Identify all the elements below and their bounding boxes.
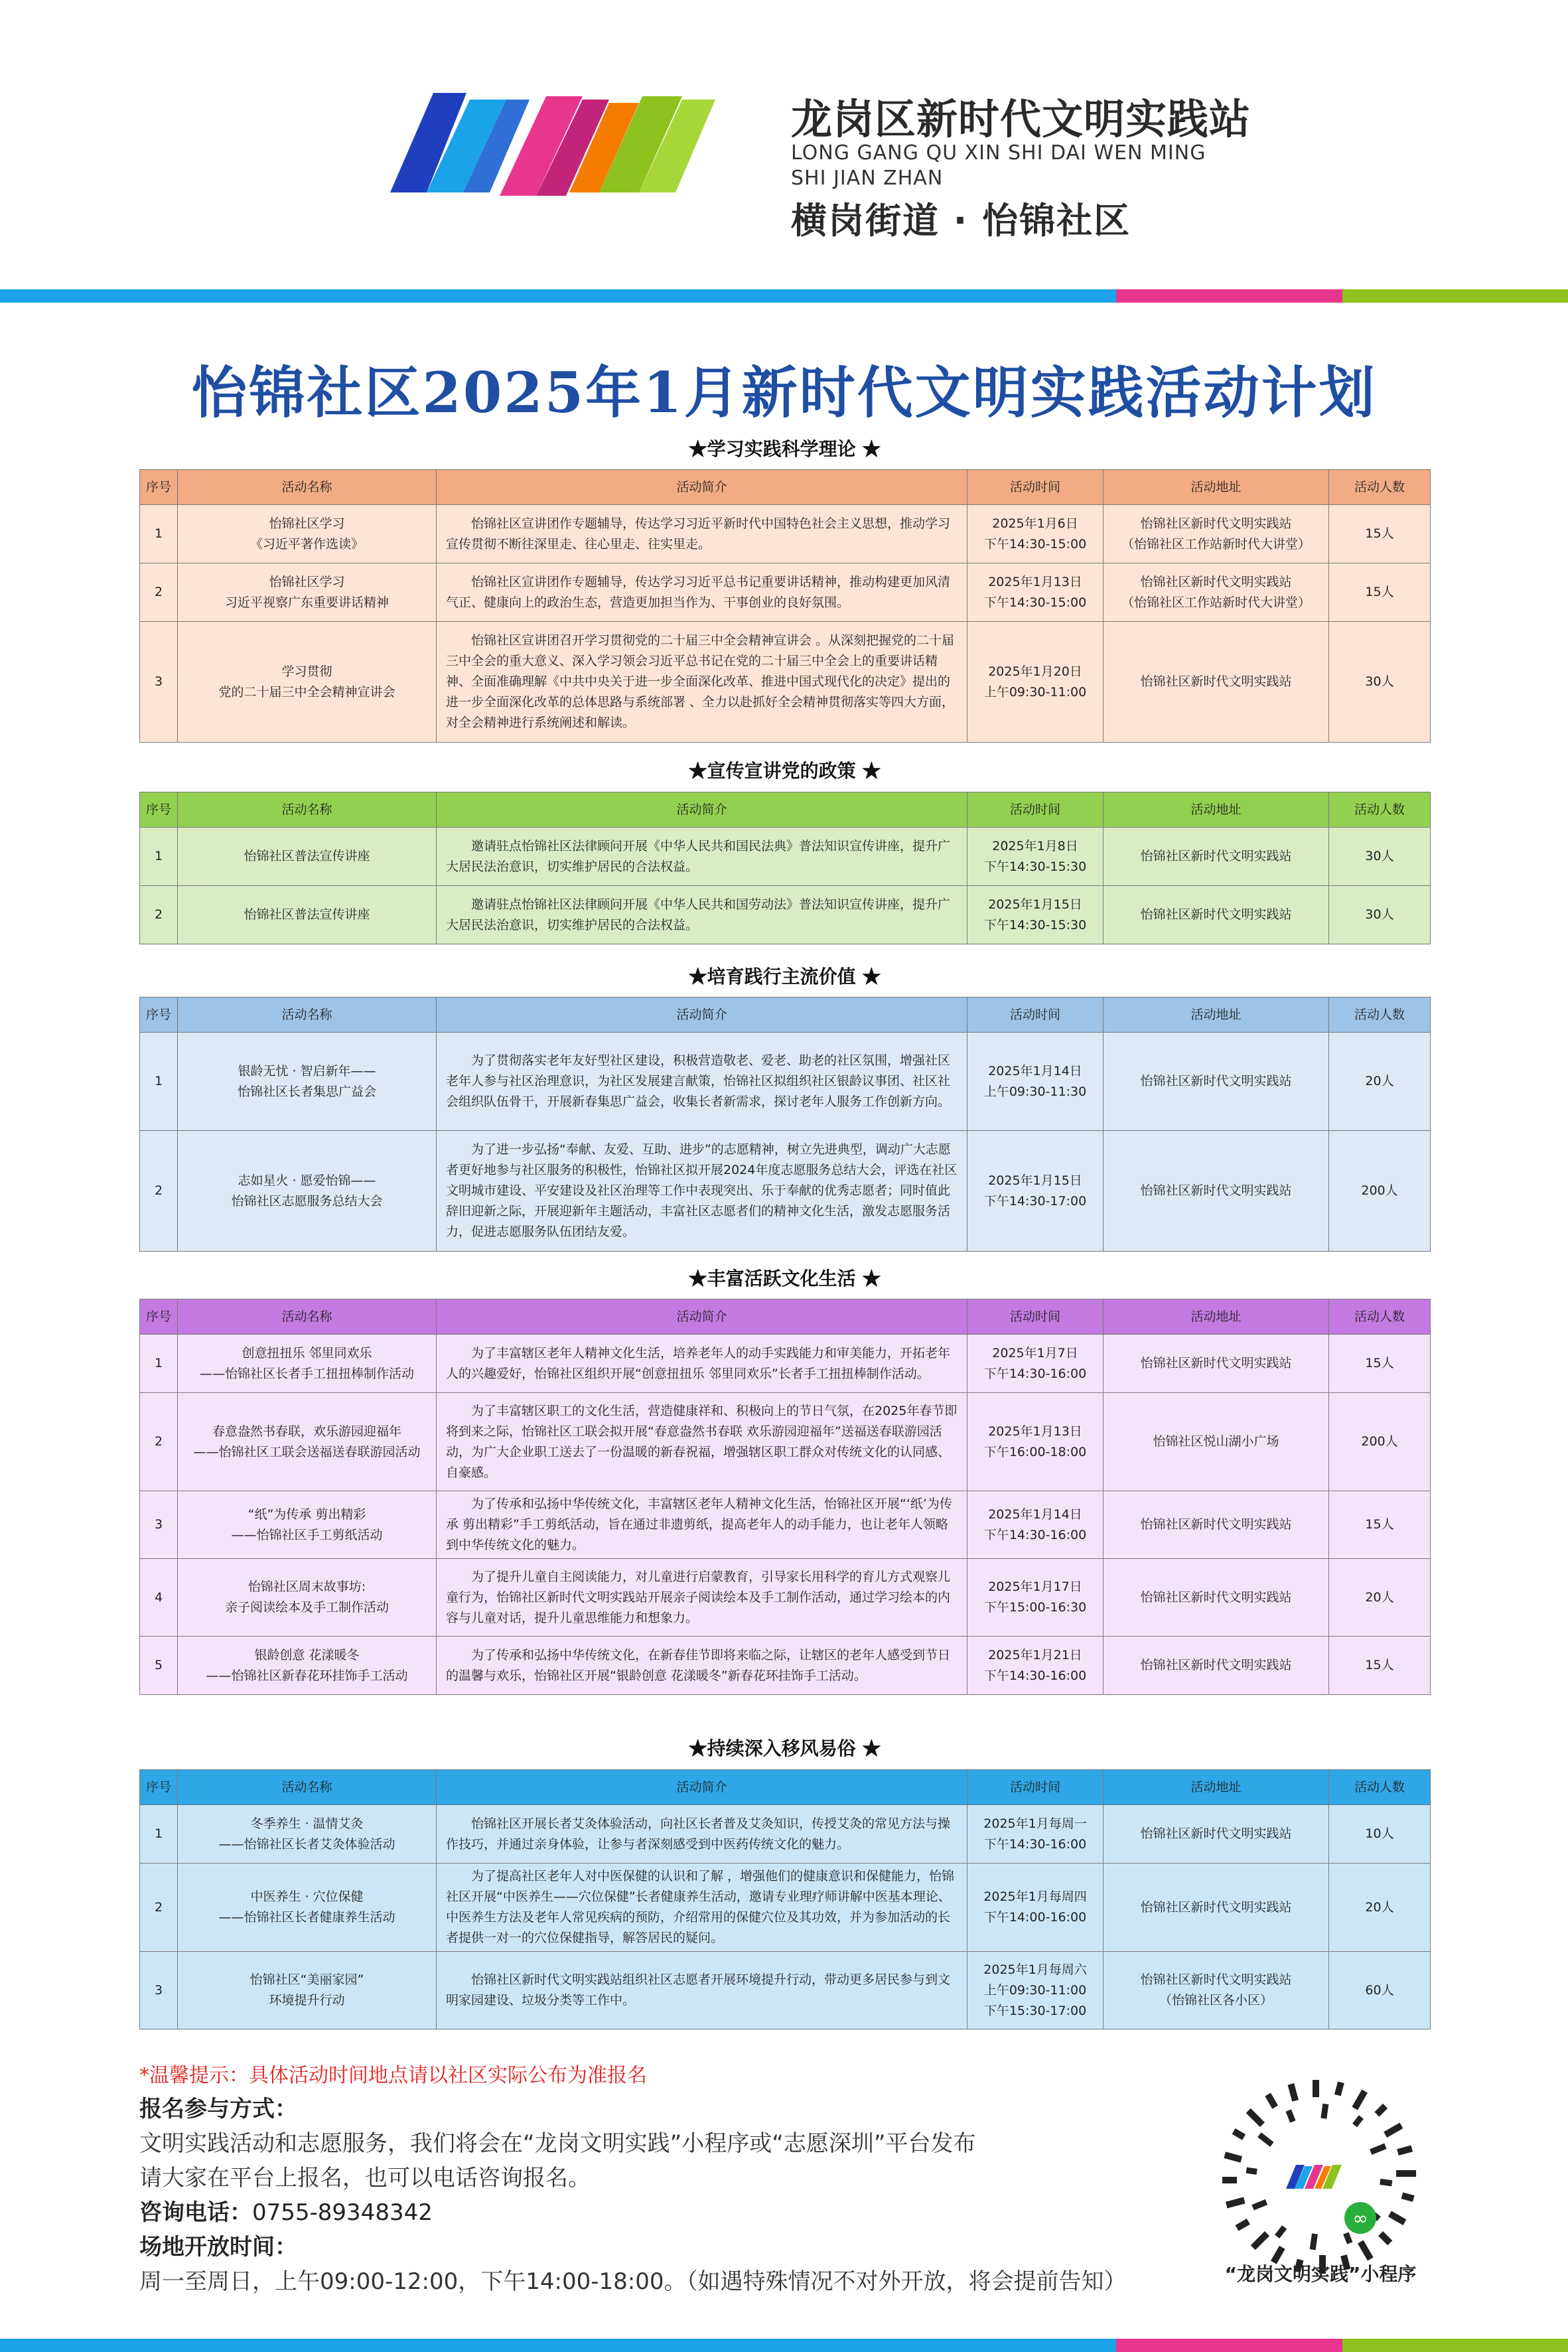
activity-place <box>1104 1559 1329 1637</box>
table-row <box>140 1131 1431 1252</box>
hours-line: 周一至周日，上午09:00-12:00，下午14:00-18:00。（如遇特殊情况不对外开放，将会提前告知） <box>139 2268 1127 2295</box>
activity-place <box>1104 1335 1329 1393</box>
place-line: （怡锦社区工作站新时代大讲堂） <box>1121 536 1311 551</box>
place-line: 怡锦社区悦山湖小广场 <box>1153 1434 1279 1449</box>
column-header: 活动名称 <box>178 1770 437 1805</box>
time-line: 下午14:30-16:00 <box>983 1836 1087 1852</box>
table-row <box>140 1805 1431 1864</box>
brand-pinyin <box>791 141 1255 191</box>
activity-count: 15人 <box>1329 1637 1431 1695</box>
place-line: 怡锦社区新时代文明实践站 <box>1140 1356 1292 1370</box>
name-line: 怡锦社区志愿服务总结大会 <box>231 1193 383 1209</box>
row-number: 1 <box>140 828 178 886</box>
name-line: 怡锦社区普法宣传讲座 <box>244 849 370 863</box>
activity-place <box>1104 622 1329 743</box>
brand-logo-mark <box>370 80 762 212</box>
column-header: 活动简介 <box>437 470 967 505</box>
section-heading-2: ★宣传宣讲党的政策 ★ <box>688 760 881 782</box>
activity-time <box>967 828 1104 886</box>
activity-time <box>967 1952 1104 2029</box>
row-number: 1 <box>140 1033 178 1131</box>
name-line: 习近平视察广东重要讲话精神 <box>224 595 389 610</box>
activity-time <box>967 1393 1104 1491</box>
time-line: 下午14:30-16:00 <box>983 1527 1087 1542</box>
activity-name <box>178 1033 437 1131</box>
row-number: 4 <box>140 1559 178 1637</box>
place-line: 怡锦社区新时代文明实践站 <box>1140 1589 1292 1605</box>
section-heading-4: ★丰富活跃文化生活 ★ <box>688 1268 881 1289</box>
activity-time <box>967 1033 1104 1131</box>
row-number: 3 <box>140 1952 178 2029</box>
column-header: 活动地址 <box>1104 1770 1329 1805</box>
phone-row <box>139 2194 433 2227</box>
time-line: 2025年1月17日 <box>988 1580 1082 1594</box>
place-line: 怡锦社区新时代文明实践站 <box>1140 907 1292 922</box>
activity-place <box>1104 886 1329 944</box>
column-header: 活动地址 <box>1104 470 1329 505</box>
name-line: 环境提升行动 <box>269 1993 345 2008</box>
activity-name <box>178 828 437 886</box>
time-line: 下午14:30-15:30 <box>983 917 1087 932</box>
time-line: 下午14:30-16:00 <box>983 1668 1087 1683</box>
place-line: 怡锦社区新时代文明实践站 <box>1140 516 1292 531</box>
activity-place <box>1104 1864 1329 1952</box>
column-header: 活动简介 <box>437 1299 967 1335</box>
activity-time <box>967 1559 1104 1637</box>
place-line: 怡锦社区新时代文明实践站 <box>1140 674 1292 689</box>
activity-name <box>178 1952 437 2029</box>
bottom-stripe-pink <box>1116 2339 1342 2352</box>
column-header: 活动地址 <box>1104 792 1329 828</box>
activity-count: 20人 <box>1329 1864 1431 1952</box>
activity-count: 200人 <box>1329 1131 1431 1252</box>
activity-place <box>1104 1393 1329 1491</box>
table-row <box>140 1335 1431 1393</box>
activity-table-5 <box>139 1769 1431 2029</box>
time-line: 2025年1月20日 <box>988 664 1082 679</box>
place-line: 怡锦社区新时代文明实践站 <box>1140 1658 1292 1672</box>
top-stripe-pink <box>1116 289 1342 303</box>
column-header: 活动时间 <box>967 1299 1104 1335</box>
row-number: 2 <box>140 1131 178 1252</box>
time-line: 下午15:30-17:00 <box>983 2003 1087 2018</box>
activity-count: 200人 <box>1329 1393 1431 1491</box>
column-header: 活动人数 <box>1329 1770 1431 1805</box>
activity-description: 怡锦社区开展长者艾灸体验活动，向社区长者普及艾灸知识，传授艾灸的常见方法与操作技巧，并通过亲身体验，让参与者深刻感受到中医药传统文化的魅力。 <box>437 1805 967 1864</box>
activity-place <box>1104 505 1329 563</box>
activity-place <box>1104 1805 1329 1864</box>
page-title: 怡锦社区2025年1月新时代文明实践活动计划 <box>191 360 1377 425</box>
brand-subtitle: 横岗街道 · 怡锦社区 <box>791 200 1131 242</box>
column-header: 活动人数 <box>1329 470 1431 505</box>
activity-count: 60人 <box>1329 1952 1431 2029</box>
name-line: ——怡锦社区长者艾灸体验活动 <box>218 1836 395 1852</box>
activity-place <box>1104 828 1329 886</box>
activity-description: 为了提升儿童自主阅读能力，对儿童进行启蒙教育，引导家长用科学的育儿方式观察儿童行为，怡锦社区新时代文明实践站开展亲子阅读绘本及手工制作活动，通过学习绘本的内容与儿童对话，提升儿童思维能力和想象力。 <box>437 1559 967 1637</box>
time-line: 上午09:30-11:00 <box>983 1982 1087 1998</box>
column-header: 活动地址 <box>1104 1299 1329 1335</box>
name-line: 怡锦社区学习 <box>269 516 345 531</box>
time-line: 2025年1月8日 <box>992 838 1078 853</box>
activity-name <box>178 1335 437 1393</box>
bottom-stripe-blue <box>0 2339 1116 2352</box>
activity-place <box>1104 563 1329 622</box>
activity-name <box>178 1491 437 1559</box>
activity-description: 邀请驻点怡锦社区法律顾问开展《中华人民共和国民法典》普法知识宣传讲座，提升广大居民法治意识，切实维护居民的合法权益。 <box>437 828 967 886</box>
activity-time <box>967 1335 1104 1393</box>
name-line: 学习贯彻 <box>281 664 332 679</box>
row-number: 3 <box>140 622 178 743</box>
activity-name <box>178 1864 437 1952</box>
time-line: 下午14:00-16:00 <box>983 1910 1087 1925</box>
name-line: 银龄无忧 · 智启新年—— <box>238 1063 376 1078</box>
activity-description: 为了提高社区老年人对中医保健的认识和了解 ，增强他们的健康意识和保健能力，怡锦社区开展“中医养生——穴位保健”长者健康养生活动，邀请专业理疗师讲解中医基本理论、中医养生方法及老年人常见疾病的预防，介绍常用的保健穴位及其功效，并为参加活动的长者提供一对一的穴位保健指导，解答居民的疑问。 <box>437 1864 967 1952</box>
activity-name <box>178 1131 437 1252</box>
column-header: 序号 <box>140 1299 178 1335</box>
activity-name <box>178 1805 437 1864</box>
column-header: 活动简介 <box>437 792 967 828</box>
top-stripe-green <box>1342 289 1568 303</box>
activity-count: 30人 <box>1329 622 1431 743</box>
activity-place <box>1104 1491 1329 1559</box>
activity-count: 30人 <box>1329 828 1431 886</box>
place-line: 怡锦社区新时代文明实践站 <box>1140 1899 1292 1915</box>
table-header-row <box>140 1299 1431 1335</box>
place-line: （怡锦社区各小区） <box>1159 1993 1273 2008</box>
activity-table-4 <box>139 1299 1431 1695</box>
brand-pinyin-line1: LONG GANG QU XIN SHI DAI WEN MING <box>791 141 1206 165</box>
name-line: ——怡锦社区手工剪纸活动 <box>231 1527 383 1542</box>
table-row <box>140 886 1431 944</box>
name-line: ——怡锦社区长者健康养生活动 <box>218 1910 395 1925</box>
activity-description: 怡锦社区宣讲团作专题辅导，传达学习习近平新时代中国特色社会主义思想，推动学习宣传贯彻不断往深里走、往心里走、往实里走。 <box>437 505 967 563</box>
name-line: 创意扭扭乐 邻里同欢乐 <box>242 1345 372 1360</box>
name-line: 银龄创意 花漾暖冬 <box>254 1647 360 1662</box>
table-row <box>140 1637 1431 1695</box>
table-row <box>140 1033 1431 1131</box>
mini-program-qr-code[interactable] <box>1220 2077 1419 2276</box>
activity-description: 怡锦社区宣讲团作专题辅导，传达学习习近平总书记重要讲话精神，推动构建更加风清气正、健康向上的政治生态，营造更加担当作为、干事创业的良好氛围。 <box>437 563 967 622</box>
time-line: 2025年1月15日 <box>988 1173 1082 1188</box>
column-header: 活动时间 <box>967 470 1104 505</box>
activity-description: 怡锦社区新时代文明实践站组织社区志愿者开展环境提升行动，带动更多居民参与到文明家园建设、垃圾分类等工作中。 <box>437 1952 967 2029</box>
column-header: 序号 <box>140 1770 178 1805</box>
activity-table-1 <box>139 469 1431 743</box>
phone-number[interactable]: 0755-89348342 <box>252 2199 433 2226</box>
row-number: 3 <box>140 1491 178 1559</box>
brand-pinyin-line2: SHI JIAN ZHAN <box>791 167 944 190</box>
time-line: 2025年1月7日 <box>992 1345 1078 1360</box>
name-line: “纸”为传承 剪出精彩 <box>248 1507 366 1522</box>
column-header: 序号 <box>140 792 178 828</box>
row-number: 2 <box>140 1864 178 1952</box>
activity-time <box>967 505 1104 563</box>
activity-count: 20人 <box>1329 1559 1431 1637</box>
table-row <box>140 563 1431 622</box>
time-line: 2025年1月13日 <box>988 574 1082 589</box>
phone-label: 咨询电话： <box>139 2199 252 2226</box>
column-header: 序号 <box>140 470 178 505</box>
table-row <box>140 1559 1431 1637</box>
table-header-row <box>140 997 1431 1033</box>
activity-name <box>178 886 437 944</box>
activity-time <box>967 1805 1104 1864</box>
time-line: 下午14:30-17:00 <box>983 1193 1087 1209</box>
place-line: 怡锦社区新时代文明实践站 <box>1140 849 1292 863</box>
time-line: 下午14:30-15:00 <box>983 536 1087 551</box>
name-line: 志如星火 · 愿爱怡锦—— <box>238 1173 376 1188</box>
row-number: 1 <box>140 1335 178 1393</box>
activity-place <box>1104 1952 1329 2029</box>
activity-time <box>967 563 1104 622</box>
activity-description: 怡锦社区宣讲团召开学习贯彻党的二十届三中全会精神宣讲会 。从深刻把握党的二十届三中全会的重大意义、深入学习领会习近平总书记在党的二十届三中全会上的重要讲话精神、全面准确理解《中共中央关于进一步全面深化改革、推进中国式现代化的决定》提出的进一步全面深化改革的总体思路与系统部署 、全力以赴抓好全会精神贯彻落实等四大方面，对全会精神进行系统阐述和解读。 <box>437 622 967 743</box>
activity-place <box>1104 1131 1329 1252</box>
column-header: 活动人数 <box>1329 1299 1431 1335</box>
place-line: 怡锦社区新时代文明实践站 <box>1140 1826 1292 1841</box>
name-line: 怡锦社区长者集思广益会 <box>237 1084 376 1099</box>
table-header-row <box>140 792 1431 828</box>
column-header: 活动地址 <box>1104 997 1329 1033</box>
time-line: 2025年1月13日 <box>988 1424 1082 1439</box>
column-header: 活动简介 <box>437 997 967 1033</box>
name-line: 中医养生 · 穴位保健 <box>250 1889 364 1904</box>
activity-time <box>967 622 1104 743</box>
time-line: 下午14:30-16:00 <box>983 1366 1087 1381</box>
svg-text:∞: ∞ <box>1352 2207 1368 2229</box>
activity-count: 15人 <box>1329 1491 1431 1559</box>
column-header: 活动时间 <box>967 792 1104 828</box>
time-line: 下午16:00-18:00 <box>983 1444 1087 1459</box>
activity-place <box>1104 1637 1329 1695</box>
activity-place <box>1104 1033 1329 1131</box>
row-number: 1 <box>140 1805 178 1864</box>
place-line: （怡锦社区工作站新时代大讲堂） <box>1121 595 1311 610</box>
activity-name <box>178 622 437 743</box>
activity-count: 10人 <box>1329 1805 1431 1864</box>
activity-description: 邀请驻点怡锦社区法律顾问开展《中华人民共和国劳动法》普法知识宣传讲座，提升广大居民法治意识，切实维护居民的合法权益。 <box>437 886 967 944</box>
table-row <box>140 1393 1431 1491</box>
name-line: 怡锦社区普法宣传讲座 <box>244 907 370 922</box>
activity-name <box>178 1393 437 1491</box>
column-header: 活动名称 <box>178 792 437 828</box>
activity-name <box>178 563 437 622</box>
table-row <box>140 1864 1431 1952</box>
name-line: 亲子阅读绘本及手工制作活动 <box>224 1600 389 1615</box>
top-stripe-blue <box>0 289 1116 303</box>
row-number: 5 <box>140 1637 178 1695</box>
place-line: 怡锦社区新时代文明实践站 <box>1140 1517 1292 1532</box>
row-number: 2 <box>140 886 178 944</box>
name-line: ——怡锦社区新春花环挂饰手工活动 <box>206 1668 408 1683</box>
place-line: 怡锦社区新时代文明实践站 <box>1140 574 1292 589</box>
table-row <box>140 1491 1431 1559</box>
place-line: 怡锦社区新时代文明实践站 <box>1140 1074 1292 1088</box>
name-line: 怡锦社区周末故事坊: <box>248 1580 366 1594</box>
row-number: 2 <box>140 1393 178 1491</box>
bottom-stripe-green <box>1342 2339 1568 2352</box>
name-line: 怡锦社区“美丽家园” <box>249 1972 364 1987</box>
place-line: 怡锦社区新时代文明实践站 <box>1140 1183 1292 1198</box>
activity-count: 15人 <box>1329 563 1431 622</box>
column-header: 活动名称 <box>178 997 437 1033</box>
activity-count: 20人 <box>1329 1033 1431 1131</box>
place-line: 怡锦社区新时代文明实践站 <box>1140 1972 1292 1987</box>
activity-time <box>967 1131 1104 1252</box>
column-header: 活动名称 <box>178 1299 437 1335</box>
section-heading-5: ★持续深入移风易俗 ★ <box>688 1737 881 1759</box>
activity-description: 为了贯彻落实老年友好型社区建设，积极营造敬老、爱老、助老的社区氛围，增强社区老年人参与社区治理意识，为社区发展建言献策，怡锦社区拟组织社区银龄议事团、社区社会组织队伍骨干，开展新春集思广益会，收集长者新需求，探讨老年人服务工作创新方向。 <box>437 1033 967 1131</box>
activity-name <box>178 1637 437 1695</box>
activity-time <box>967 1491 1104 1559</box>
activity-table-2 <box>139 792 1431 944</box>
activity-description: 为了传承和弘扬中华传统文化，在新春佳节即将来临之际，让辖区的老年人感受到节日的温馨与欢乐，怡锦社区开展“银龄创意 花漾暖冬”新春花环挂饰手工活动。 <box>437 1637 967 1695</box>
activity-count: 15人 <box>1329 505 1431 563</box>
column-header: 活动人数 <box>1329 792 1431 828</box>
table-row <box>140 505 1431 563</box>
time-line: 2025年1月15日 <box>988 897 1082 912</box>
time-line: 上午09:30-11:30 <box>983 1084 1087 1099</box>
table-row <box>140 1952 1431 2029</box>
name-line: 党的二十届三中全会精神宣讲会 <box>218 684 395 699</box>
name-line: 冬季养生 · 温情艾灸 <box>250 1816 364 1831</box>
name-line: ——怡锦社区长者手工扭扭棒制作活动 <box>199 1366 414 1381</box>
brand-title: 龙岗区新时代文明实践站 <box>791 95 1251 143</box>
column-header: 活动时间 <box>967 997 1104 1033</box>
column-header: 活动人数 <box>1329 997 1431 1033</box>
time-line: 下午14:30-15:00 <box>983 595 1087 610</box>
name-line: 怡锦社区学习 <box>269 574 345 589</box>
time-line: 2025年1月每周六 <box>983 1962 1087 1977</box>
activity-name <box>178 1559 437 1637</box>
table-row <box>140 622 1431 743</box>
column-header: 活动名称 <box>178 470 437 505</box>
signup-heading: 报名参与方式： <box>139 2096 297 2122</box>
name-line: 《习近平著作选读》 <box>249 536 364 551</box>
hours-heading: 场地开放时间： <box>139 2234 297 2260</box>
activity-table-3 <box>139 997 1431 1252</box>
activity-count: 30人 <box>1329 886 1431 944</box>
time-line: 2025年1月6日 <box>992 516 1078 531</box>
row-number: 1 <box>140 505 178 563</box>
section-heading-3: ★培育践行主流价值 ★ <box>688 966 881 988</box>
activity-count: 15人 <box>1329 1335 1431 1393</box>
signup-line1: 文明实践活动和志愿服务，我们将会在“龙岗文明实践”小程序或“志愿深圳”平台发布 <box>139 2130 976 2157</box>
time-line: 下午14:30-15:30 <box>983 859 1087 874</box>
name-line: 春意盎然书春联，欢乐游园迎福年 <box>212 1424 401 1439</box>
activity-description: 为了丰富辖区职工的文化生活，营造健康祥和、积极向上的节日气氛，在2025年春节即将到来之际，怡锦社区工联会拟开展“春意盎然书春联 欢乐游园迎福年”送福送春联游园活动，为广大企业职工送去了一份温暖的新春祝福，增强辖区职工群众对传统文化的认同感、自豪感。 <box>437 1393 967 1491</box>
table-row <box>140 828 1431 886</box>
activity-time <box>967 886 1104 944</box>
qr-caption: “龙岗文明实践”小程序 <box>1224 2263 1417 2285</box>
column-header: 序号 <box>140 997 178 1033</box>
name-line: ——怡锦社区工联会送福送春联游园活动 <box>193 1444 421 1459</box>
time-line: 上午09:30-11:00 <box>983 684 1087 699</box>
time-line: 2025年1月14日 <box>988 1507 1082 1522</box>
table-header-row <box>140 470 1431 505</box>
time-line: 2025年1月14日 <box>988 1063 1082 1078</box>
time-line: 2025年1月每周一 <box>983 1816 1087 1831</box>
activity-time <box>967 1637 1104 1695</box>
activity-description: 为了进一步弘扬“奉献、友爱、互助、进步”的志愿精神，树立先进典型，调动广大志愿者更好地参与社区服务的积极性，怡锦社区拟开展2024年度志愿服务总结大会，评选在社区文明城市建设、平安建设及社区治理等工作中表现突出、乐于奉献的优秀志愿者；同时值此辞旧迎新之际，开展迎新年主题活动，丰富社区志愿者们的精神文化生活，激发志愿服务活力，促进志愿服务队伍团结友爱。 <box>437 1131 967 1252</box>
column-header: 活动简介 <box>437 1770 967 1805</box>
time-line: 2025年1月21日 <box>988 1647 1082 1662</box>
row-number: 2 <box>140 563 178 622</box>
activity-name <box>178 505 437 563</box>
activity-description: 为了传承和弘扬中华传统文化，丰富辖区老年人精神文化生活，怡锦社区开展“‘纸’为传承 剪出精彩”手工剪纸活动，旨在通过非遗剪纸，提高老年人的动手能力，也让老年人领略到中华传统文化的魅力。 <box>437 1491 967 1559</box>
column-header: 活动时间 <box>967 1770 1104 1805</box>
time-line: 2025年1月每周四 <box>983 1889 1087 1904</box>
time-line: 下午15:00-16:30 <box>983 1600 1087 1615</box>
warm-tip: *温馨提示：具体活动时间地点请以社区实际公布为准报名 <box>139 2064 647 2087</box>
activity-time <box>967 1864 1104 1952</box>
section-heading-1: ★学习实践科学理论 ★ <box>688 438 881 460</box>
table-header-row <box>140 1770 1431 1805</box>
activity-description: 为了丰富辖区老年人精神文化生活，培养老年人的动手实践能力和审美能力，开拓老年人的兴趣爱好，怡锦社区组织开展“创意扭扭乐 邻里同欢乐”长者手工扭扭棒制作活动。 <box>437 1335 967 1393</box>
signup-line2: 请大家在平台上报名，也可以电话咨询报名。 <box>139 2165 591 2191</box>
